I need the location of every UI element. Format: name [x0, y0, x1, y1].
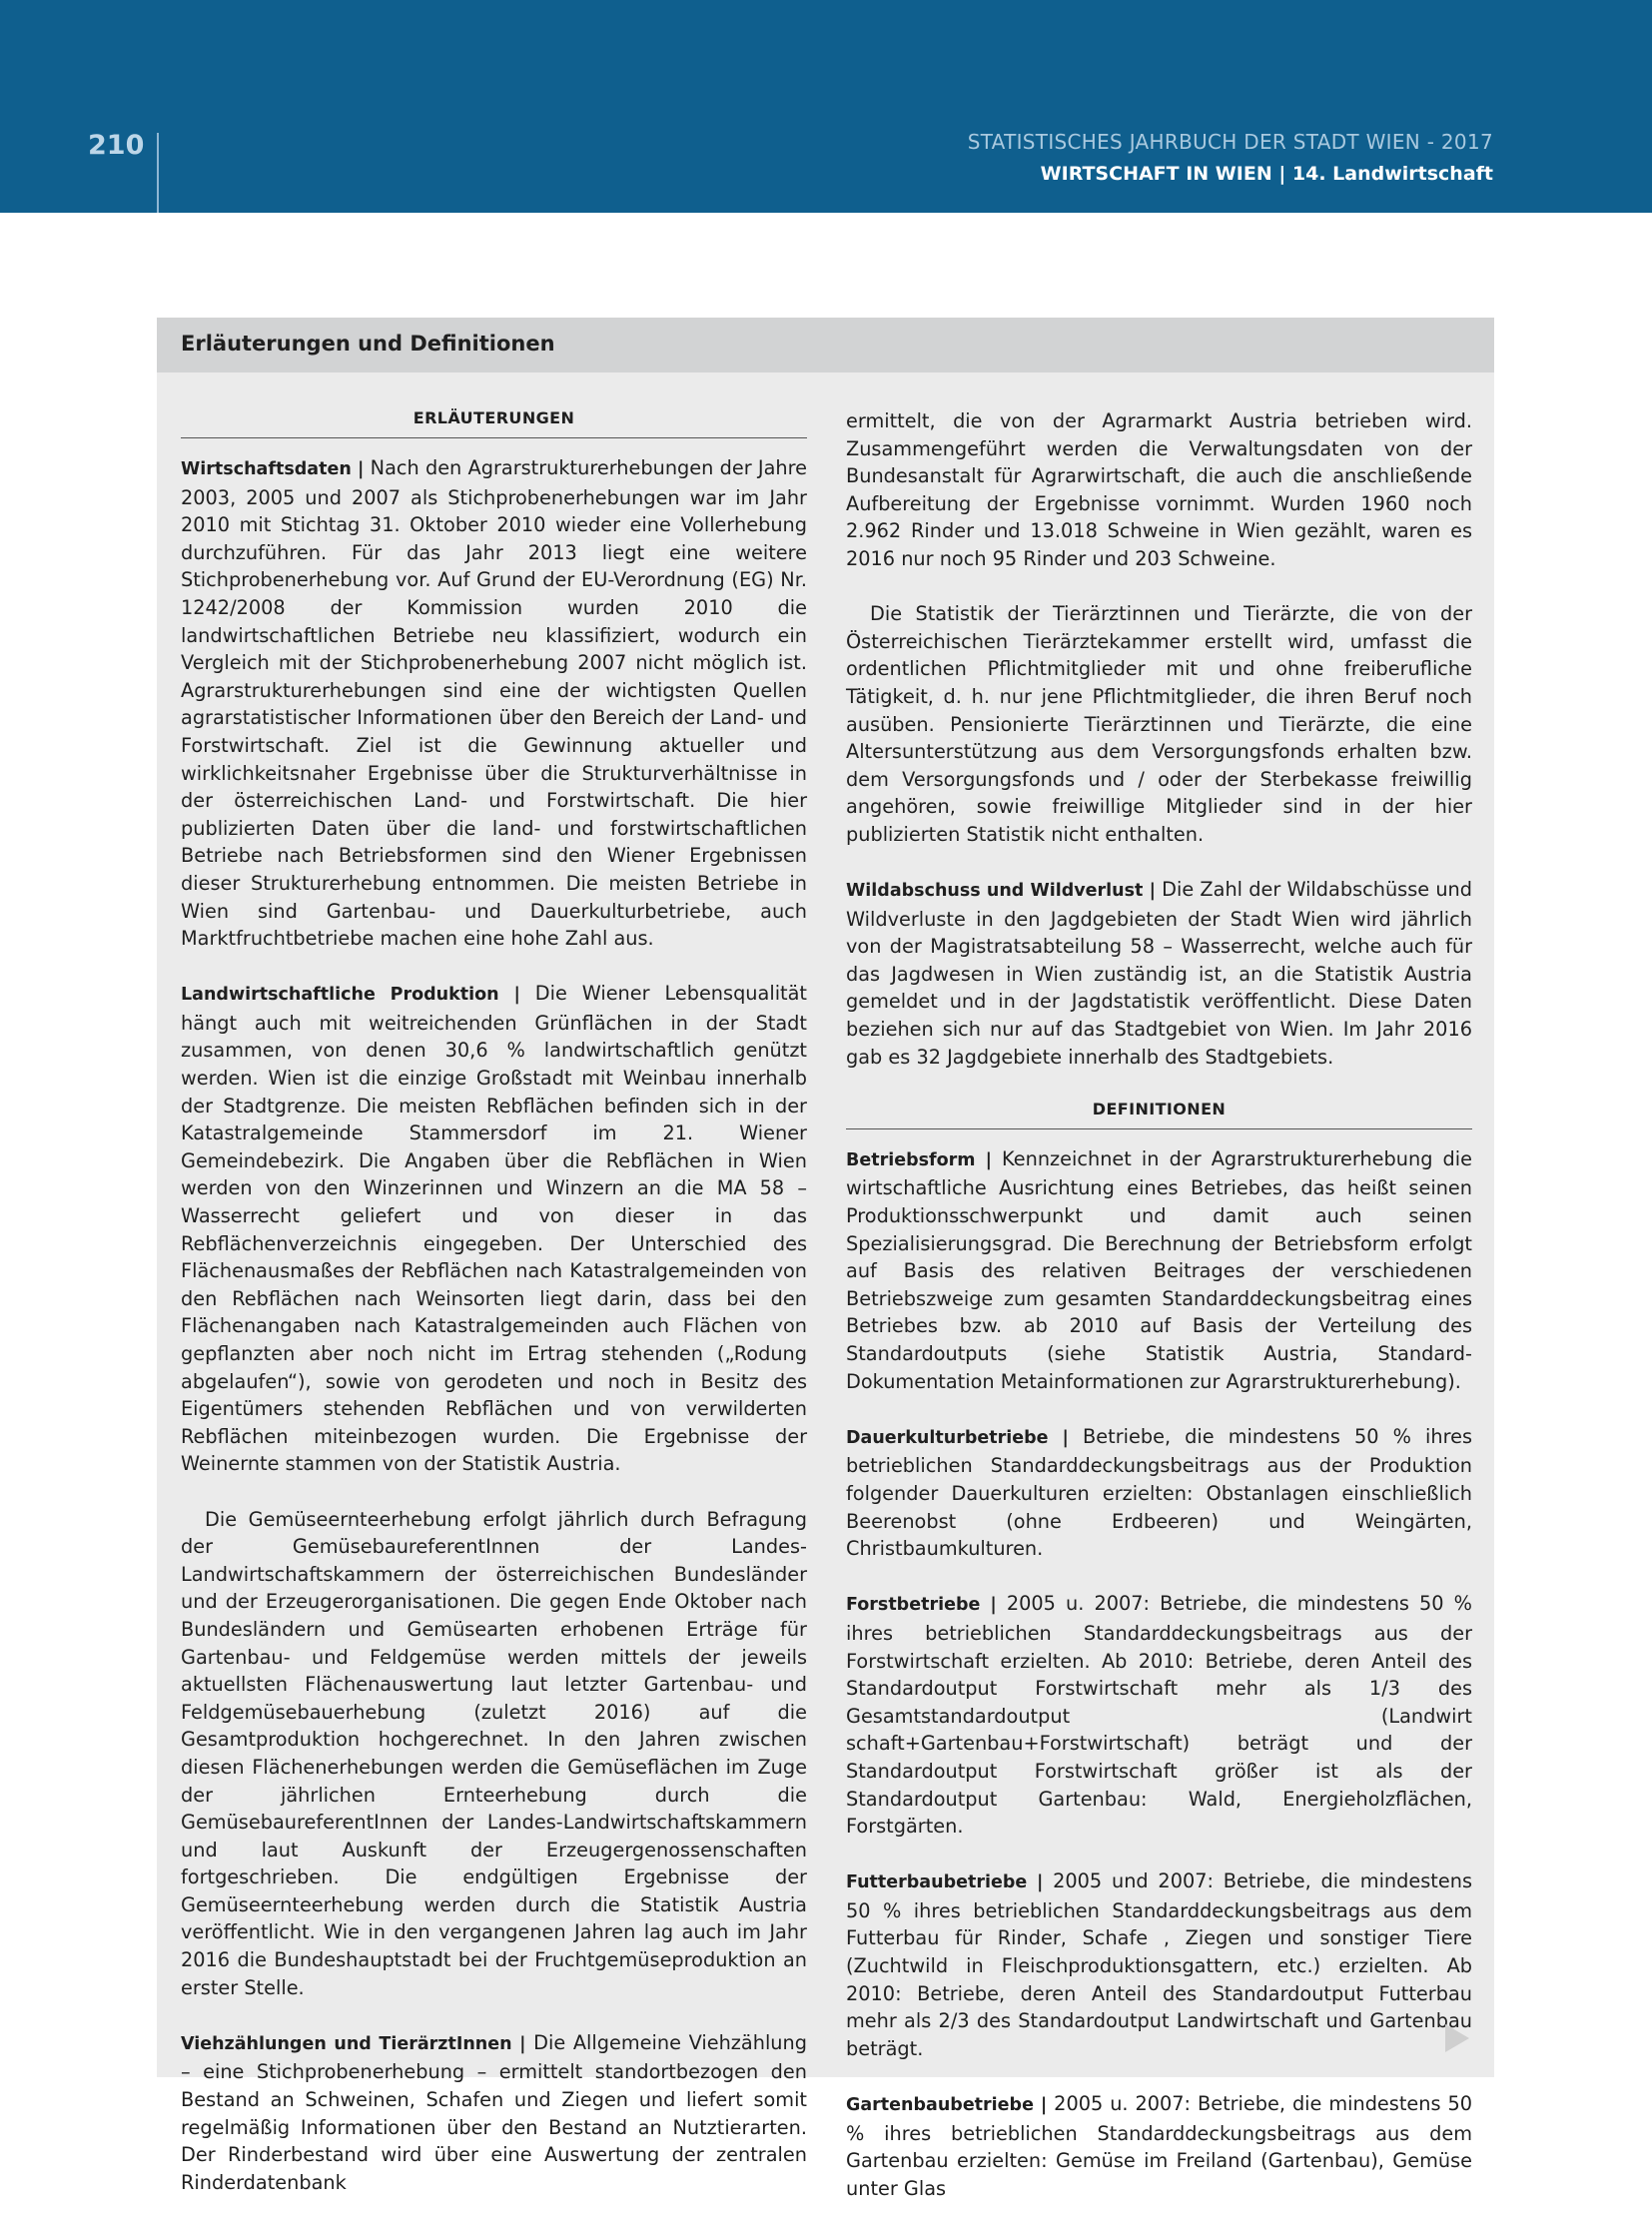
paragraph-text: Nach den Agrarstrukturerhebungen der Jahre 2003, 2005 und 2007 als Stichprobenerhebungen war im Jahr 2010 mit Stichtag 31. Oktober 2010 wieder eine Vollerhebung durchzuführen. Für das Jahr 2013 liegt eine weitere Stichprobenerhebung vor. Auf Grund der EU-Verordnung (EG) Nr. 1242/2008 der Kommission wurden 2010 die landwirtschaftlichen Betriebe neu klassifiziert, wodurch ein Vergleich mit der Stichprobenerhebung 2007 nicht möglich ist. Agrarstrukturerhebungen sind eine der wichtigsten Quellen agrarstatistischer Informationen über den Bereich der Land- und Forstwirtschaft. Ziel ist die Gewinnung aktueller und wirklichkeitsnaher Ergebnisse über die Strukturverhältnisse in der österreichischen Land- und Forstwirtschaft. Die hier publizierten Daten über die land- und forstwirtschaftlichen Betriebe nach Betriebsformen sind den Wiener Ergebnissen dieser Strukturerhebung entnommen. Die meisten Betriebe in Wien sind Gartenbau- und Dauerkulturbetriebe, auch Marktfruchtbetriebe machen eine hohe Zahl aus.: [181, 456, 807, 951]
definition-forstbetriebe: [846, 1590, 1472, 1840]
paragraph-tieraerzte: Die Statistik der Tierärztinnen und Tierärzte, die von der Österreichischen Tierärztekammer erstellt wird, umfasst die ordentlichen Pflichtmitglieder mit und ohne freiberufliche Tätigkeit, d. h. nur jene Pflichtmitglieder, die ihren Beruf noch ausüben. Pensionierte Tierärztinnen und Tierärzte, die eine Altersunterstützung aus dem Versorgungsfonds erhalten bzw. dem Versorgungsfonds und / oder der Sterbekasse freiwillig angehören, sowie freiwillige Mitglieder sind in der hier publizierten Statistik nicht enthalten.: [846, 602, 1472, 846]
term-label: Futterbaubetriebe |: [846, 1872, 1044, 1893]
term-label: Viehzählungen und TierärztInnen |: [181, 2033, 526, 2054]
header-divider: [157, 133, 159, 213]
definition-text: 2005 u. 2007: Betriebe, die mindestens 50 % ihres betrieblichen Standarddeckungsbeitrags aus der Forstwirtschaft erzielten. Ab 2010: Betriebe, deren Anteil des Standardoutput Forstwirtschaft mehr als 1/3 des Gesamtstandardoutput (Landwirt schaft+Gartenbau+Forstwirtschaft) beträgt und der Standardoutput Forstwirtschaft größer ist als der Standardoutput Gartenbau: Wald, Energieholzflächen, Forstgärten.: [846, 1592, 1472, 1839]
paragraph-viehzaehlungen: [181, 2029, 807, 2197]
term-label: Betriebsform |: [846, 1149, 992, 1170]
paragraph-wirtschaftsdaten: [181, 454, 807, 953]
paragraph-landwirtschaftliche-produktion: [181, 980, 807, 1478]
term-label: Wildabschuss und Wildverlust |: [846, 881, 1156, 902]
definition-gartenbaubetriebe: [846, 2090, 1472, 2202]
term-label: Landwirtschaftliche Produktion |: [181, 985, 520, 1006]
section-heading-erlaeuterungen: ERLÄUTERUNGEN: [181, 407, 807, 438]
left-column: [181, 407, 807, 2224]
paragraph-wildabschuss: [846, 876, 1472, 1071]
definition-futterbaubetriebe: [846, 1867, 1472, 2062]
definition-dauerkulturbetriebe: [846, 1423, 1472, 1563]
term-label: Gartenbaubetriebe |: [846, 2095, 1048, 2116]
next-page-arrow-icon[interactable]: [1445, 2024, 1469, 2052]
publication-title: STATISTISCHES JAHRBUCH DER STADT WIEN - 2017: [967, 130, 1493, 154]
paragraph-rinderdatenbank-continued: ermittelt, die von der Agrarmarkt Austria betrieben wird. Zusammengeführt werden die Verwaltungsdaten von der Bundesanstalt für Agrarwirtschaft, die auch die anschließende Aufbereitung der Ergebnisse vornimmt. Wurden 1960 noch 2.962 Rinder und 13.018 Schweine in Wien gezählt, waren es 2016 nur noch 95 Rinder und 203 Schweine.: [846, 409, 1472, 570]
paragraph-text: Die Wiener Lebensqualität hängt auch mit weitreichenden Grünflächen in der Stadt zusammen, von denen 30,6 % landwirtschaftlich genützt werden. Wien ist die einzige Großstadt mit Weinbau innerhalb der Stadtgrenze. Die meisten Rebflächen befinden sich in der Katastralgemeinde Stammersdorf im 21. Wiener Gemeindebezirk. Die Angaben über die Rebflächen in Wien werden von den Winzerinnen und Winzern an die MA 58 – Wasserrecht geliefert und von dieser in das Rebflächenverzeichnis eingegeben. Der Unterschied des Flächenausmaßes der Rebflächen nach Katastralgemeinden von den Rebflächen nach Weinsorten liegt darin, dass bei den Flächenangaben nach Katastralgemeinden auch Flächen von gepflanzten aber noch nicht im Ertrag stehenden („Rodung abgelaufen“), sowie von gerodeten und noch in Besitz des Eigentümers stehenden Rebflächen und von verwilderten Rebflächen miteinbezogen wurden. Die Ergebnisse der Weinernte stammen von der Statistik Austria.: [181, 982, 807, 1476]
definition-text: Kennzeichnet in der Agrarstrukturerhebung die wirtschaftliche Ausrichtung eines Betriebes, das heißt seinen Produktionsschwerpunkt und damit auch seinen Spezialisierungsgrad. Die Berechnung der Betriebsform erfolgt auf Basis des relativen Beitrages der verschiedenen Betriebszweige zum gesamten Standarddeckungsbeitrag eines Betriebes bzw. ab 2010 auf Basis der Verteilung des Standardoutputs (siehe Statistik Austria, Standard-Dokumentation Metainformationen zur Agrarstrukturerhebung).: [846, 1146, 1472, 1393]
term-label: Dauerkulturbetriebe |: [846, 1427, 1069, 1448]
chapter-title: WIRTSCHAFT IN WIEN | 14. Landwirtschaft: [1040, 163, 1493, 185]
panel-header: [157, 318, 1494, 372]
section-heading-definitionen: DEFINITIONEN: [846, 1099, 1472, 1129]
definition-text: 2005 und 2007: Betriebe, die mindestens 50 % ihres betrieblichen Standarddeckungsbeitrags aus dem Futterbau für Rinder, Schafe , Ziegen und sonstiger Tiere (Zuchtwild in Fleischproduktionsgattern, etc.) erzielten. Ab 2010: Betriebe, deren Anteil des Standardoutput Futterbau mehr als 2/3 des Standardoutput Landwirtschaft und Gartenbau beträgt.: [846, 1869, 1472, 2060]
definition-betriebsform: [846, 1145, 1472, 1395]
paragraph-text: Die Zahl der Wildabschüsse und Wildverluste in den Jagdgebieten der Stadt Wien wird jährlich von der Magistratsabteilung 58 – Wasserrecht, welche auch für das Jagdwesen in Wien zuständig ist, an die Statistik Austria gemeldet und in der Jagdstatistik veröffentlicht. Diese Daten beziehen sich nur auf das Stadtgebiet von Wien. Im Jahr 2016 gab es 32 Jagdgebiete innerhalb des Stadtgebiets.: [846, 878, 1472, 1069]
paragraph-gemueseernte: Die Gemüseernteerhebung erfolgt jährlich durch Befragung der GemüsebaureferentInnen der Landes-Landwirtschaftskammern der österreichischen Bundesländer und der Erzeugerorganisationen. Die gegen Ende Oktober nach Bundesländern und Gemüsearten erhobenen Erträge für Gartenbau- und Feldgemüse werden mittels der jeweils aktuellsten Flächenauswertung laut letzter Gartenbau- und Feldgemüsebauerhebung (zuletzt 2016) auf die Gesamtproduktion hochgerechnet. In den Jahren zwischen diesen Flächenerhebungen werden die Gemüseflächen im Zuge der jährlichen Ernteerhebung durch die GemüsebaureferentInnen der Landes-Landwirtschaftskammern und laut Auskunft der Erzeugergenossenschaften fortgeschrieben. Die endgültigen Ergebnisse der Gemüseernteerhebung werden durch die Statistik Austria veröffentlicht. Wie in den vergangenen Jahren lag auch im Jahr 2016 die Bundeshauptstadt bei der Fruchtgemüseproduktion an erster Stelle.: [181, 1507, 807, 1999]
definition-text: Betriebe, die mindestens 50 % ihres betrieblichen Standarddeckungsbeitrags aus der Produktion folgender Dauerkulturen erzielten: Obstanlagen einschließlich Beerenobst (ohne Erdbeeren) und Weingärten, Christbaumkulturen.: [846, 1424, 1472, 1561]
panel-title: Erläuterungen und Definitionen: [181, 332, 555, 356]
page-header: [0, 0, 1652, 213]
term-label: Forstbetriebe |: [846, 1595, 997, 1616]
term-label: Wirtschaftsdaten |: [181, 459, 365, 479]
definition-text: 2005 u. 2007: Betriebe, die mindestens 50 % ihres betrieblichen Standarddeckungsbeitrags aus dem Gartenbau erzielten: Gemüse im Freiland (Gartenbau), Gemüse unter Glas: [846, 2092, 1472, 2200]
definitions-panel: [157, 318, 1494, 2200]
right-column: [846, 407, 1472, 2230]
page-number: 210: [88, 130, 145, 161]
paragraph-text: Die Allgemeine Viehzählung – eine Stichprobenerhebung – ermittelt standortbezogen den Bestand an Schweinen, Schafen und Ziegen und liefert somit regelmäßig Informationen über den Bestand an Nutztierarten. Der Rinderbestand wird über eine Auswertung der zentralen Rinderdatenbank: [181, 2030, 807, 2194]
